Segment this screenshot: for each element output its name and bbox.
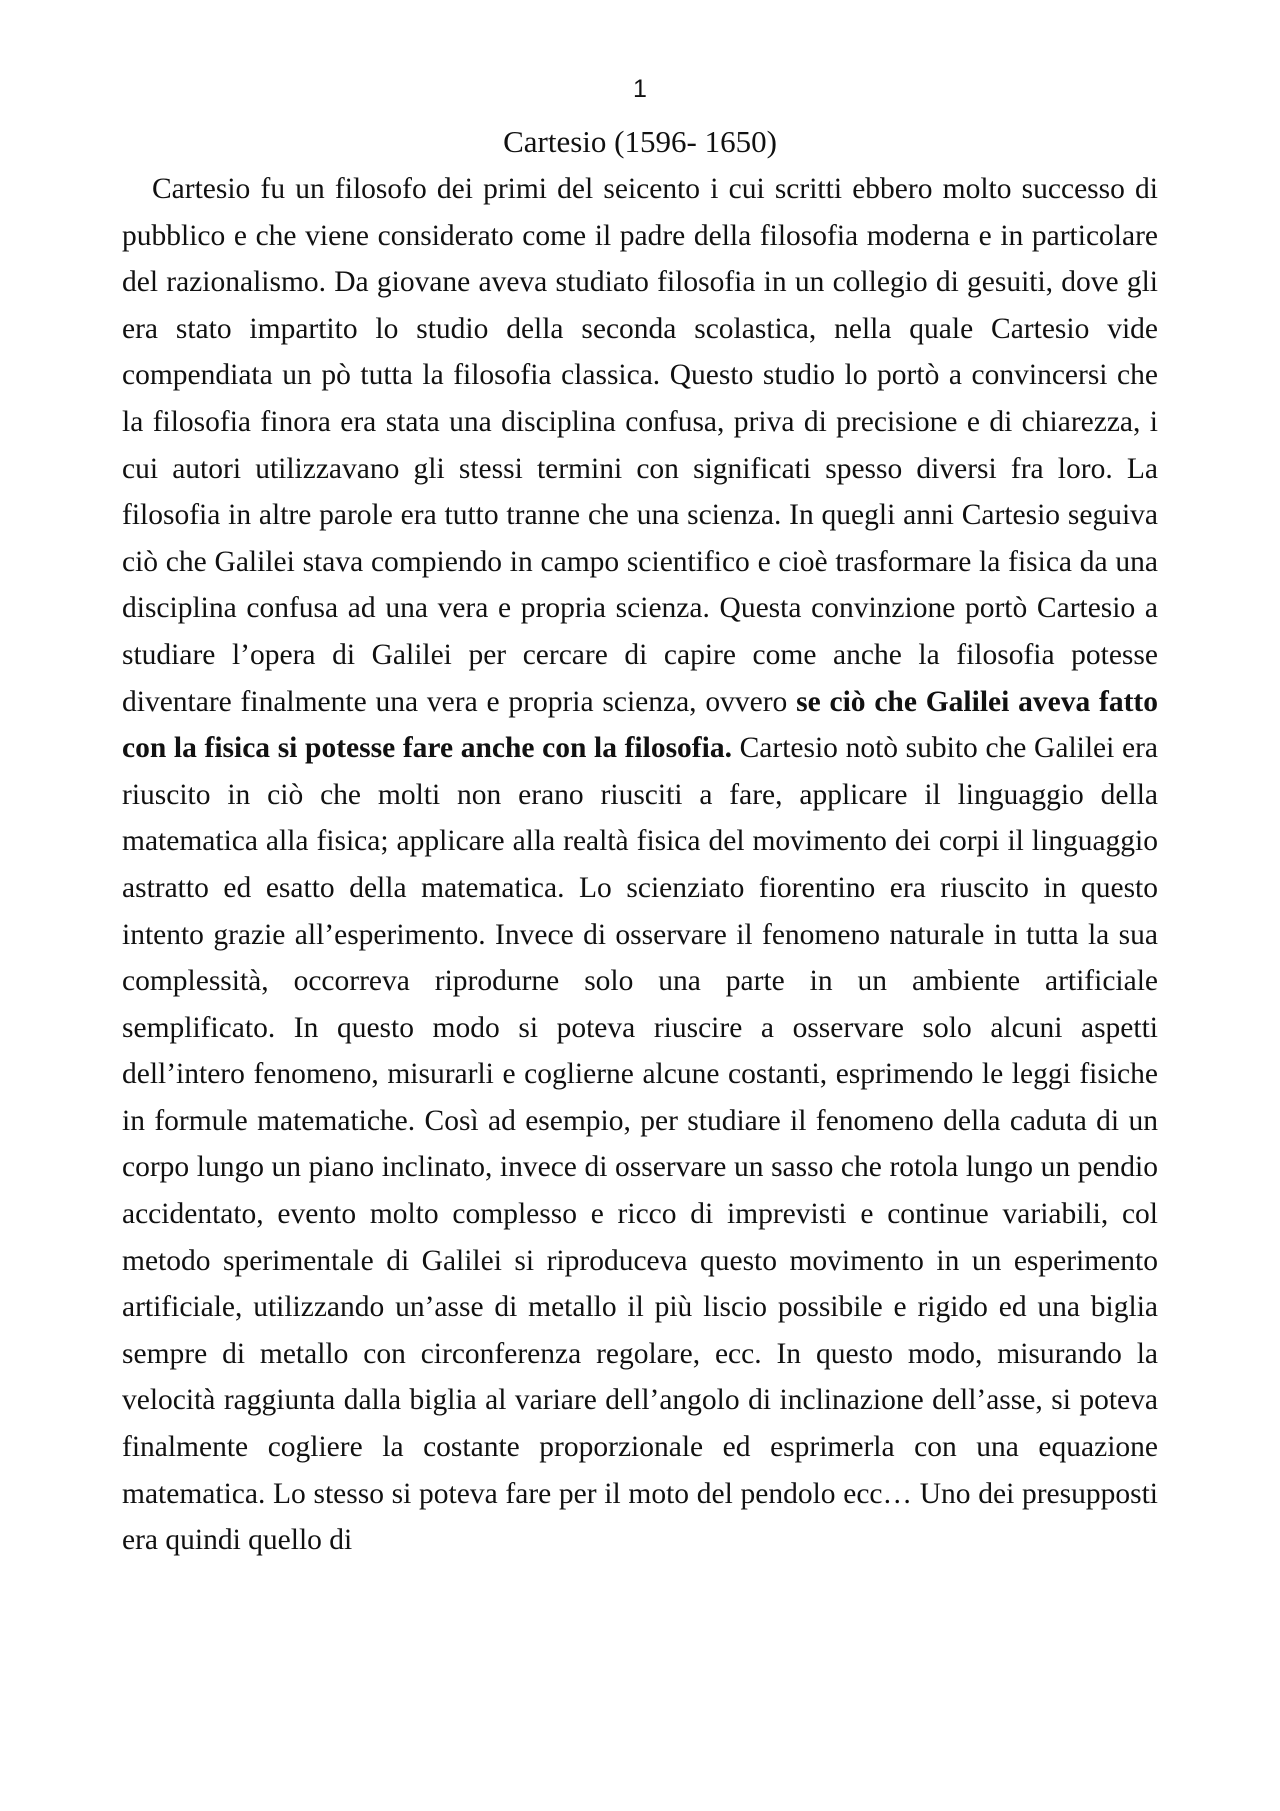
body-paragraph (122, 166, 1158, 1564)
body-text-before-bold: Cartesio fu un filosofo dei primi del seicento i cui scritti ebbero molto successo di pubblico e che viene considerato come il padre della filosofia moderna e in particolare del razionalismo. Da giovane aveva studiato filosofia in un collegio di gesuiti, dove gli era stato impartito lo studio della seconda scolastica, nella quale Cartesio vide compendiata un pò tutta la filosofia classica. Questo studio lo portò a convincersi che la filosofia finora era stata una disciplina confusa, priva di precisione e di chiarezza, i cui autori utilizzavano gli stessi termini con significati spesso diversi fra loro. La filosofia in altre parole era tutto tranne che una scienza. In quegli anni Cartesio seguiva ciò che Galilei stava compiendo in campo scientifico e cioè trasformare la fisica da una disciplina confusa ad una vera e propria scienza. Questa convinzione portò Cartesio a studiare l’opera di Galilei per cercare di capire come anche la filosofia potesse diventare finalmente una vera e propria scienza, ovvero (122, 173, 1158, 718)
page-number: 1 (633, 75, 647, 103)
body-bold-text: se ciò che Galilei aveva fatto con la fisica si potesse fare anche con la filosofia. (122, 685, 1158, 765)
body-text-after-bold: Cartesio notò subito che Galilei era riuscito in ciò che molti non erano riusciti a fare, applicare il linguaggio della matematica alla fisica; applicare alla realtà fisica del movimento dei corpi il linguaggio astratto ed esatto della matematica. Lo scienziato fiorentino era riuscito in questo intento grazie all’esperimento. Invece di osservare il fenomeno naturale in tutta la sua complessità, occorreva riprodurne solo una parte in un ambiente artificiale semplificato. In questo modo si poteva riuscire a osservare solo alcuni aspetti dell’intero fenomeno, misurarli e coglierne alcune costanti, esprimendo le leggi fisiche in formule matematiche. Così ad esempio, per studiare il fenomeno della caduta di un corpo lungo un piano inclinato, invece di osservare un sasso che rotola lungo un pendio accidentato, evento molto complesso e ricco di imprevisti e continue variabili, col metodo sperimentale di Galilei si riproduceva questo movimento in un esperimento artificiale, utilizzando un’asse di metallo il più liscio possibile e rigido ed una biglia sempre di metallo con circonferenza regolare, ecc. In questo modo, misurando la velocità raggiunta dalla biglia al variare dell’angolo di inclinazione dell’asse, si poteva finalmente cogliere la costante proporzionale ed esprimerla con una equazione matematica. Lo stesso si poteva fare per il moto del pendolo ecc… Uno dei presupposti era quindi quello di (122, 732, 1158, 1557)
page-title: Cartesio (1596- 1650) (503, 124, 777, 159)
